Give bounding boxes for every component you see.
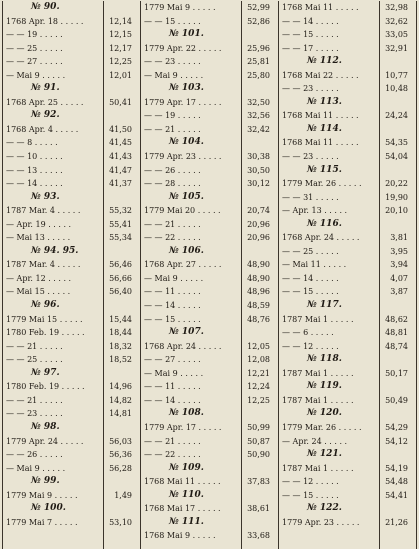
row-date: — Apr. 13 . . . . .	[282, 206, 348, 216]
row-date: — — 21 . . . . .	[6, 341, 63, 351]
row-value: 14,96	[109, 382, 132, 392]
entry-heading: № 120.	[307, 408, 342, 419]
entry-heading: № 97.	[31, 367, 60, 378]
row-date: — — 11 . . . . .	[144, 382, 201, 392]
table-row	[279, 489, 416, 503]
row-date: — — 31 . . . . .	[282, 192, 339, 202]
row-value: 41,37	[109, 179, 132, 189]
table-row	[141, 394, 278, 408]
row-value: 30,12	[247, 179, 270, 189]
table-row	[3, 136, 140, 150]
entry-heading: № 119.	[307, 381, 342, 392]
row-date: 1779 Apr. 24 . . . . .	[6, 436, 84, 446]
row-value: 30,38	[247, 152, 270, 162]
row-value: 12,21	[247, 368, 270, 378]
row-value: 53,10	[109, 517, 132, 527]
row-date: — — 10 . . . . .	[6, 152, 63, 162]
table-row	[141, 177, 278, 191]
table-row	[279, 204, 416, 218]
row-value: 32,98	[385, 3, 408, 12]
table-row	[141, 272, 278, 286]
row-value: 48,62	[385, 314, 408, 324]
row-value: 32,62	[385, 16, 408, 26]
row-date: — Mai 9 . . . . .	[144, 368, 204, 378]
row-date: — — 14 . . . . .	[144, 395, 201, 405]
table-row	[279, 136, 416, 150]
row-date: — — 27 . . . . .	[144, 355, 201, 365]
row-value: 24,24	[385, 111, 408, 121]
table-row	[141, 150, 278, 164]
row-value: 54,35	[385, 138, 408, 148]
row-date: 1779 Mar. 26 . . . . .	[282, 179, 362, 189]
table-row	[279, 326, 416, 340]
row-value: 25,81	[247, 57, 270, 67]
row-value: 18,32	[109, 341, 132, 351]
table-row	[141, 231, 278, 245]
row-date: 1768 Mai 17 . . . . .	[144, 504, 221, 514]
entry-heading: № 121.	[307, 449, 342, 460]
row-date: — — 23 . . . . .	[282, 84, 339, 94]
row-date: — — 15 . . . . .	[144, 314, 201, 324]
table-row	[3, 28, 140, 42]
row-date: — — 14 . . . . .	[282, 16, 339, 26]
row-date: — — 14 . . . . .	[6, 179, 63, 189]
table-row	[279, 516, 416, 530]
row-value: 33,05	[385, 30, 408, 40]
table-row	[3, 55, 140, 69]
table-row	[3, 340, 140, 354]
row-date: — Mai 13 . . . . .	[6, 233, 71, 243]
row-value: 12,05	[247, 341, 270, 351]
table-row	[141, 502, 278, 516]
entry-heading: № 109.	[169, 462, 204, 473]
table-row	[279, 421, 416, 435]
row-date: — — 15 . . . . .	[282, 287, 339, 297]
row-value: 12,15	[109, 30, 132, 40]
row-date: — — 23 . . . . .	[282, 152, 339, 162]
row-value: 25,80	[247, 70, 270, 80]
row-date: — — 12 . . . . .	[282, 477, 339, 487]
row-value: 10,77	[385, 70, 408, 80]
row-value: 54,04	[385, 152, 408, 162]
table-row	[141, 285, 278, 299]
table-row	[3, 435, 140, 449]
row-date: — — 15 . . . . .	[144, 16, 201, 26]
row-value: 48,74	[385, 341, 408, 351]
row-value: 32,50	[247, 97, 270, 107]
row-value: 56,46	[109, 260, 132, 270]
row-value: 48,59	[247, 301, 270, 311]
entry-heading: № 91.	[31, 83, 60, 94]
table-row	[3, 123, 140, 137]
row-date: 1768 Apr. 24 . . . . .	[144, 341, 222, 351]
row-date: 1768 Mai 11 . . . . .	[282, 138, 359, 148]
table-row	[3, 394, 140, 408]
row-date: — — 12 . . . . .	[282, 341, 339, 351]
table-row	[141, 380, 278, 394]
entry-heading: № 90.	[31, 2, 60, 12]
table-row	[141, 258, 278, 272]
table-row	[141, 1, 278, 15]
row-value: 48,96	[247, 287, 270, 297]
table-row	[279, 475, 416, 489]
row-value: 50,99	[247, 422, 270, 432]
row-date: — Mai 9 . . . . .	[144, 273, 204, 283]
table-row	[141, 109, 278, 123]
table-row	[3, 462, 140, 476]
table-row	[141, 367, 278, 381]
row-date: — — 19 . . . . .	[6, 30, 63, 40]
row-date: — Mai 9 . . . . .	[144, 70, 204, 80]
entry-heading: № 117.	[307, 300, 342, 311]
table-row	[279, 340, 416, 354]
table-row	[3, 258, 140, 272]
entry-heading: № 111.	[169, 516, 204, 527]
row-date: 1779 Apr. 22 . . . . .	[144, 43, 222, 53]
table-row	[3, 231, 140, 245]
row-value: 50,90	[247, 450, 270, 460]
row-date: 1779 Apr. 23 . . . . .	[144, 152, 222, 162]
row-date: — — 22 . . . . .	[144, 233, 201, 243]
row-date: 1779 Mai 9 . . . . .	[6, 490, 78, 500]
table-row	[141, 55, 278, 69]
table-row	[3, 516, 140, 530]
row-date: 1779 Apr. 17 . . . . .	[144, 97, 222, 107]
table-row	[3, 272, 140, 286]
entry-heading: № 116.	[307, 218, 342, 229]
table-row	[279, 313, 416, 327]
row-date: — — 23 . . . . .	[144, 57, 201, 67]
row-date: 1768 Apr. 24 . . . . .	[282, 233, 360, 243]
entry-heading: № 112.	[307, 56, 342, 67]
table-row	[279, 69, 416, 83]
row-date: — — 11 . . . . .	[144, 287, 201, 297]
entry-heading: № 106.	[169, 245, 204, 256]
table-row	[3, 177, 140, 191]
row-date: — — 14 . . . . .	[144, 301, 201, 311]
table-row	[3, 96, 140, 110]
row-value: 12,25	[247, 395, 270, 405]
row-date: 1787 Mar. 4 . . . . .	[6, 206, 81, 216]
entry-heading: № 103.	[169, 83, 204, 94]
table-row	[279, 462, 416, 476]
row-date: — — 21 . . . . .	[144, 124, 201, 134]
row-value: 3,95	[390, 246, 408, 256]
row-value: 20,74	[247, 206, 270, 216]
table-row	[279, 109, 416, 123]
row-date: 1768 Mai 11 . . . . .	[282, 3, 359, 12]
row-date: 1779 Apr. 17 . . . . .	[144, 422, 222, 432]
table-row	[141, 204, 278, 218]
row-value: 56,40	[109, 287, 132, 297]
table-row	[279, 435, 416, 449]
table-row	[279, 272, 416, 286]
entry-heading: № 118.	[307, 354, 342, 365]
row-date: — — 22 . . . . .	[144, 450, 201, 460]
row-date: — — 25 . . . . .	[6, 43, 63, 53]
table-row	[141, 218, 278, 232]
table-row	[279, 177, 416, 191]
row-value: 12,14	[109, 16, 132, 26]
row-date: — — 8 . . . . .	[6, 138, 58, 148]
row-date: — — 25 . . . . .	[282, 246, 339, 256]
row-value: 50,49	[385, 395, 408, 405]
table-column-3	[278, 1, 417, 549]
row-value: 19,90	[385, 192, 408, 202]
entry-heading: № 101.	[169, 29, 204, 40]
row-date: — — 26 . . . . .	[6, 450, 63, 460]
row-date: — — 21 . . . . .	[144, 436, 201, 446]
row-date: — Apr. 12 . . . . .	[6, 273, 72, 283]
row-date: — — 13 . . . . .	[6, 165, 63, 175]
row-value: 54,41	[385, 490, 408, 500]
row-date: — — 23 . . . . .	[6, 409, 63, 419]
row-value: 56,28	[109, 463, 132, 473]
row-date: — — 21 . . . . .	[144, 219, 201, 229]
table-row	[279, 15, 416, 29]
row-date: — — 25 . . . . .	[6, 355, 63, 365]
table-column-2	[140, 1, 278, 549]
entry-heading: № 122.	[307, 503, 342, 514]
row-date: 1768 Mai 11 . . . . .	[144, 477, 221, 487]
row-value: 54,29	[385, 422, 408, 432]
table-row	[3, 489, 140, 503]
row-date: — — 15 . . . . .	[282, 30, 339, 40]
table-row	[141, 529, 278, 543]
row-date: — — 21 . . . . .	[6, 395, 63, 405]
row-value: 32,56	[247, 111, 270, 121]
row-value: 54,19	[385, 463, 408, 473]
table-row	[279, 28, 416, 42]
table-row	[141, 448, 278, 462]
table-row	[3, 407, 140, 421]
row-date: 1779 Mar. 26 . . . . .	[282, 422, 362, 432]
row-value: 56,03	[109, 436, 132, 446]
table-row	[3, 313, 140, 327]
row-date: 1780 Feb. 19 . . . . .	[6, 382, 85, 392]
entry-heading: № 108.	[169, 408, 204, 419]
row-date: 1768 Mai 22 . . . . .	[282, 70, 359, 80]
row-date: — Mai 11 . . . . .	[282, 260, 347, 270]
row-value: 3,87	[390, 287, 408, 297]
row-date: — — 26 . . . . .	[144, 165, 201, 175]
row-date: 1768 Mai 11 . . . . .	[282, 111, 359, 121]
table-row	[141, 42, 278, 56]
row-date: — Mai 9 . . . . .	[6, 463, 66, 473]
entry-heading: № 99.	[31, 476, 60, 487]
row-date: 1780 Feb. 19 . . . . .	[6, 328, 85, 338]
row-date: 1768 Mai 9 . . . . .	[144, 531, 216, 541]
row-value: 32,42	[247, 124, 270, 134]
row-value: 48,81	[385, 328, 408, 338]
row-value: 50,41	[109, 97, 132, 107]
table-row	[279, 394, 416, 408]
row-date: 1768 Apr. 18 . . . . .	[6, 16, 84, 26]
table-row	[3, 15, 140, 29]
table-row	[3, 448, 140, 462]
table-row	[3, 353, 140, 367]
row-value: 54,48	[385, 477, 408, 487]
table-column-1	[2, 1, 140, 549]
row-date: — — 6 . . . . .	[282, 328, 334, 338]
row-value: 21,26	[385, 517, 408, 527]
row-value: 41,43	[109, 152, 132, 162]
row-value: 12,17	[109, 43, 132, 53]
row-date: — — 19 . . . . .	[144, 111, 201, 121]
table-row	[279, 231, 416, 245]
row-value: 14,81	[109, 409, 132, 419]
table-row	[3, 164, 140, 178]
table-row	[141, 340, 278, 354]
row-value: 56,66	[109, 273, 132, 283]
entry-heading: № 115.	[307, 164, 342, 175]
table-row	[3, 218, 140, 232]
row-value: 48,90	[247, 273, 270, 283]
row-date: 1779 Mai 7 . . . . .	[6, 517, 78, 527]
table-row	[141, 123, 278, 137]
table-row	[141, 96, 278, 110]
table-row	[141, 421, 278, 435]
row-value: 54,12	[385, 436, 408, 446]
row-date: — Apr. 24 . . . . .	[282, 436, 348, 446]
row-date: 1779 Mai 20 . . . . .	[144, 206, 221, 216]
table-row	[141, 435, 278, 449]
row-value: 20,22	[385, 179, 408, 189]
row-value: 48,76	[247, 314, 270, 324]
entry-heading: № 98.	[31, 421, 60, 432]
row-value: 41,45	[109, 138, 132, 148]
table-row	[141, 15, 278, 29]
row-date: 1779 Apr. 23 . . . . .	[282, 517, 360, 527]
row-value: 48,90	[247, 260, 270, 270]
row-value: 50,17	[385, 368, 408, 378]
table-row	[141, 313, 278, 327]
entry-heading: № 110.	[169, 489, 204, 500]
row-date: — — 28 . . . . .	[144, 179, 201, 189]
table-row	[279, 42, 416, 56]
row-date: 1779 Mai 9 . . . . .	[144, 3, 216, 12]
table-row	[141, 475, 278, 489]
row-value: 55,34	[109, 233, 132, 243]
row-date: — Mai 9 . . . . .	[6, 70, 66, 80]
row-value: 3,81	[390, 233, 408, 243]
table-row	[279, 258, 416, 272]
table-row	[3, 42, 140, 56]
table-row	[141, 353, 278, 367]
row-value: 55,41	[109, 219, 132, 229]
row-value: 3,94	[390, 260, 408, 270]
row-date: 1768 Apr. 27 . . . . .	[144, 260, 222, 270]
entry-heading: № 94. 95.	[31, 245, 79, 256]
entry-heading: № 107.	[169, 327, 204, 338]
row-date: 1787 Mai 1 . . . . .	[282, 395, 354, 405]
row-date: — Mai 15 . . . . .	[6, 287, 71, 297]
row-date: 1787 Mar. 4 . . . . .	[6, 260, 81, 270]
row-value: 52,86	[247, 16, 270, 26]
row-date: — Apr. 19 . . . . .	[6, 219, 72, 229]
row-date: — — 14 . . . . .	[282, 273, 339, 283]
table-row	[141, 69, 278, 83]
row-value: 30,50	[247, 165, 270, 175]
row-value: 52,99	[247, 3, 270, 12]
row-date: 1779 Mai 15 . . . . .	[6, 314, 83, 324]
row-date: 1768 Apr. 25 . . . . .	[6, 97, 84, 107]
entry-heading: № 93.	[31, 191, 60, 202]
row-value: 41,47	[109, 165, 132, 175]
row-date: 1768 Apr. 4 . . . . .	[6, 124, 79, 134]
entry-heading: № 92.	[31, 110, 60, 121]
table-row	[279, 150, 416, 164]
row-value: 12,25	[109, 57, 132, 67]
entry-heading: № 100.	[31, 503, 66, 514]
row-value: 15,44	[109, 314, 132, 324]
table-row	[141, 164, 278, 178]
row-value: 20,96	[247, 233, 270, 243]
table-row	[3, 150, 140, 164]
entry-heading: № 104.	[169, 137, 204, 148]
row-date: — — 17 . . . . .	[282, 43, 339, 53]
table-row	[279, 82, 416, 96]
row-value: 18,44	[109, 328, 132, 338]
row-date: 1787 Mai 1 . . . . .	[282, 314, 354, 324]
table-row	[279, 367, 416, 381]
table-row	[3, 380, 140, 394]
entry-heading: № 105.	[169, 191, 204, 202]
table-row	[3, 204, 140, 218]
row-value: 12,01	[109, 70, 132, 80]
row-value: 38,61	[247, 504, 270, 514]
table-row	[279, 245, 416, 259]
row-value: 55,32	[109, 206, 132, 216]
table-row	[3, 326, 140, 340]
row-value: 33,68	[247, 531, 270, 541]
row-value: 37,83	[247, 477, 270, 487]
table-row	[279, 191, 416, 205]
row-value: 32,91	[385, 43, 408, 53]
entry-heading: № 114.	[307, 123, 342, 134]
row-value: 4,07	[390, 273, 408, 283]
row-value: 10,48	[385, 84, 408, 94]
table-row	[279, 1, 416, 15]
row-value: 50,87	[247, 436, 270, 446]
row-value: 56,36	[109, 450, 132, 460]
row-date: 1787 Mai 1 . . . . .	[282, 368, 354, 378]
table-row	[279, 285, 416, 299]
row-value: 12,08	[247, 355, 270, 365]
row-date: — — 27 . . . . .	[6, 57, 63, 67]
row-value: 18,52	[109, 355, 132, 365]
row-value: 20,96	[247, 219, 270, 229]
row-date: 1787 Mai 1 . . . . .	[282, 463, 354, 473]
table-row	[3, 285, 140, 299]
entry-heading: № 96.	[31, 300, 60, 311]
table-row	[3, 69, 140, 83]
row-value: 14,82	[109, 395, 132, 405]
table-row	[141, 299, 278, 313]
row-date: — — 15 . . . . .	[282, 490, 339, 500]
row-value: 20,10	[385, 206, 408, 216]
row-value: 1,49	[114, 490, 132, 500]
row-value: 25,96	[247, 43, 270, 53]
row-value: 41,50	[109, 124, 132, 134]
entry-heading: № 113.	[307, 96, 342, 107]
row-value: 12,24	[247, 382, 270, 392]
